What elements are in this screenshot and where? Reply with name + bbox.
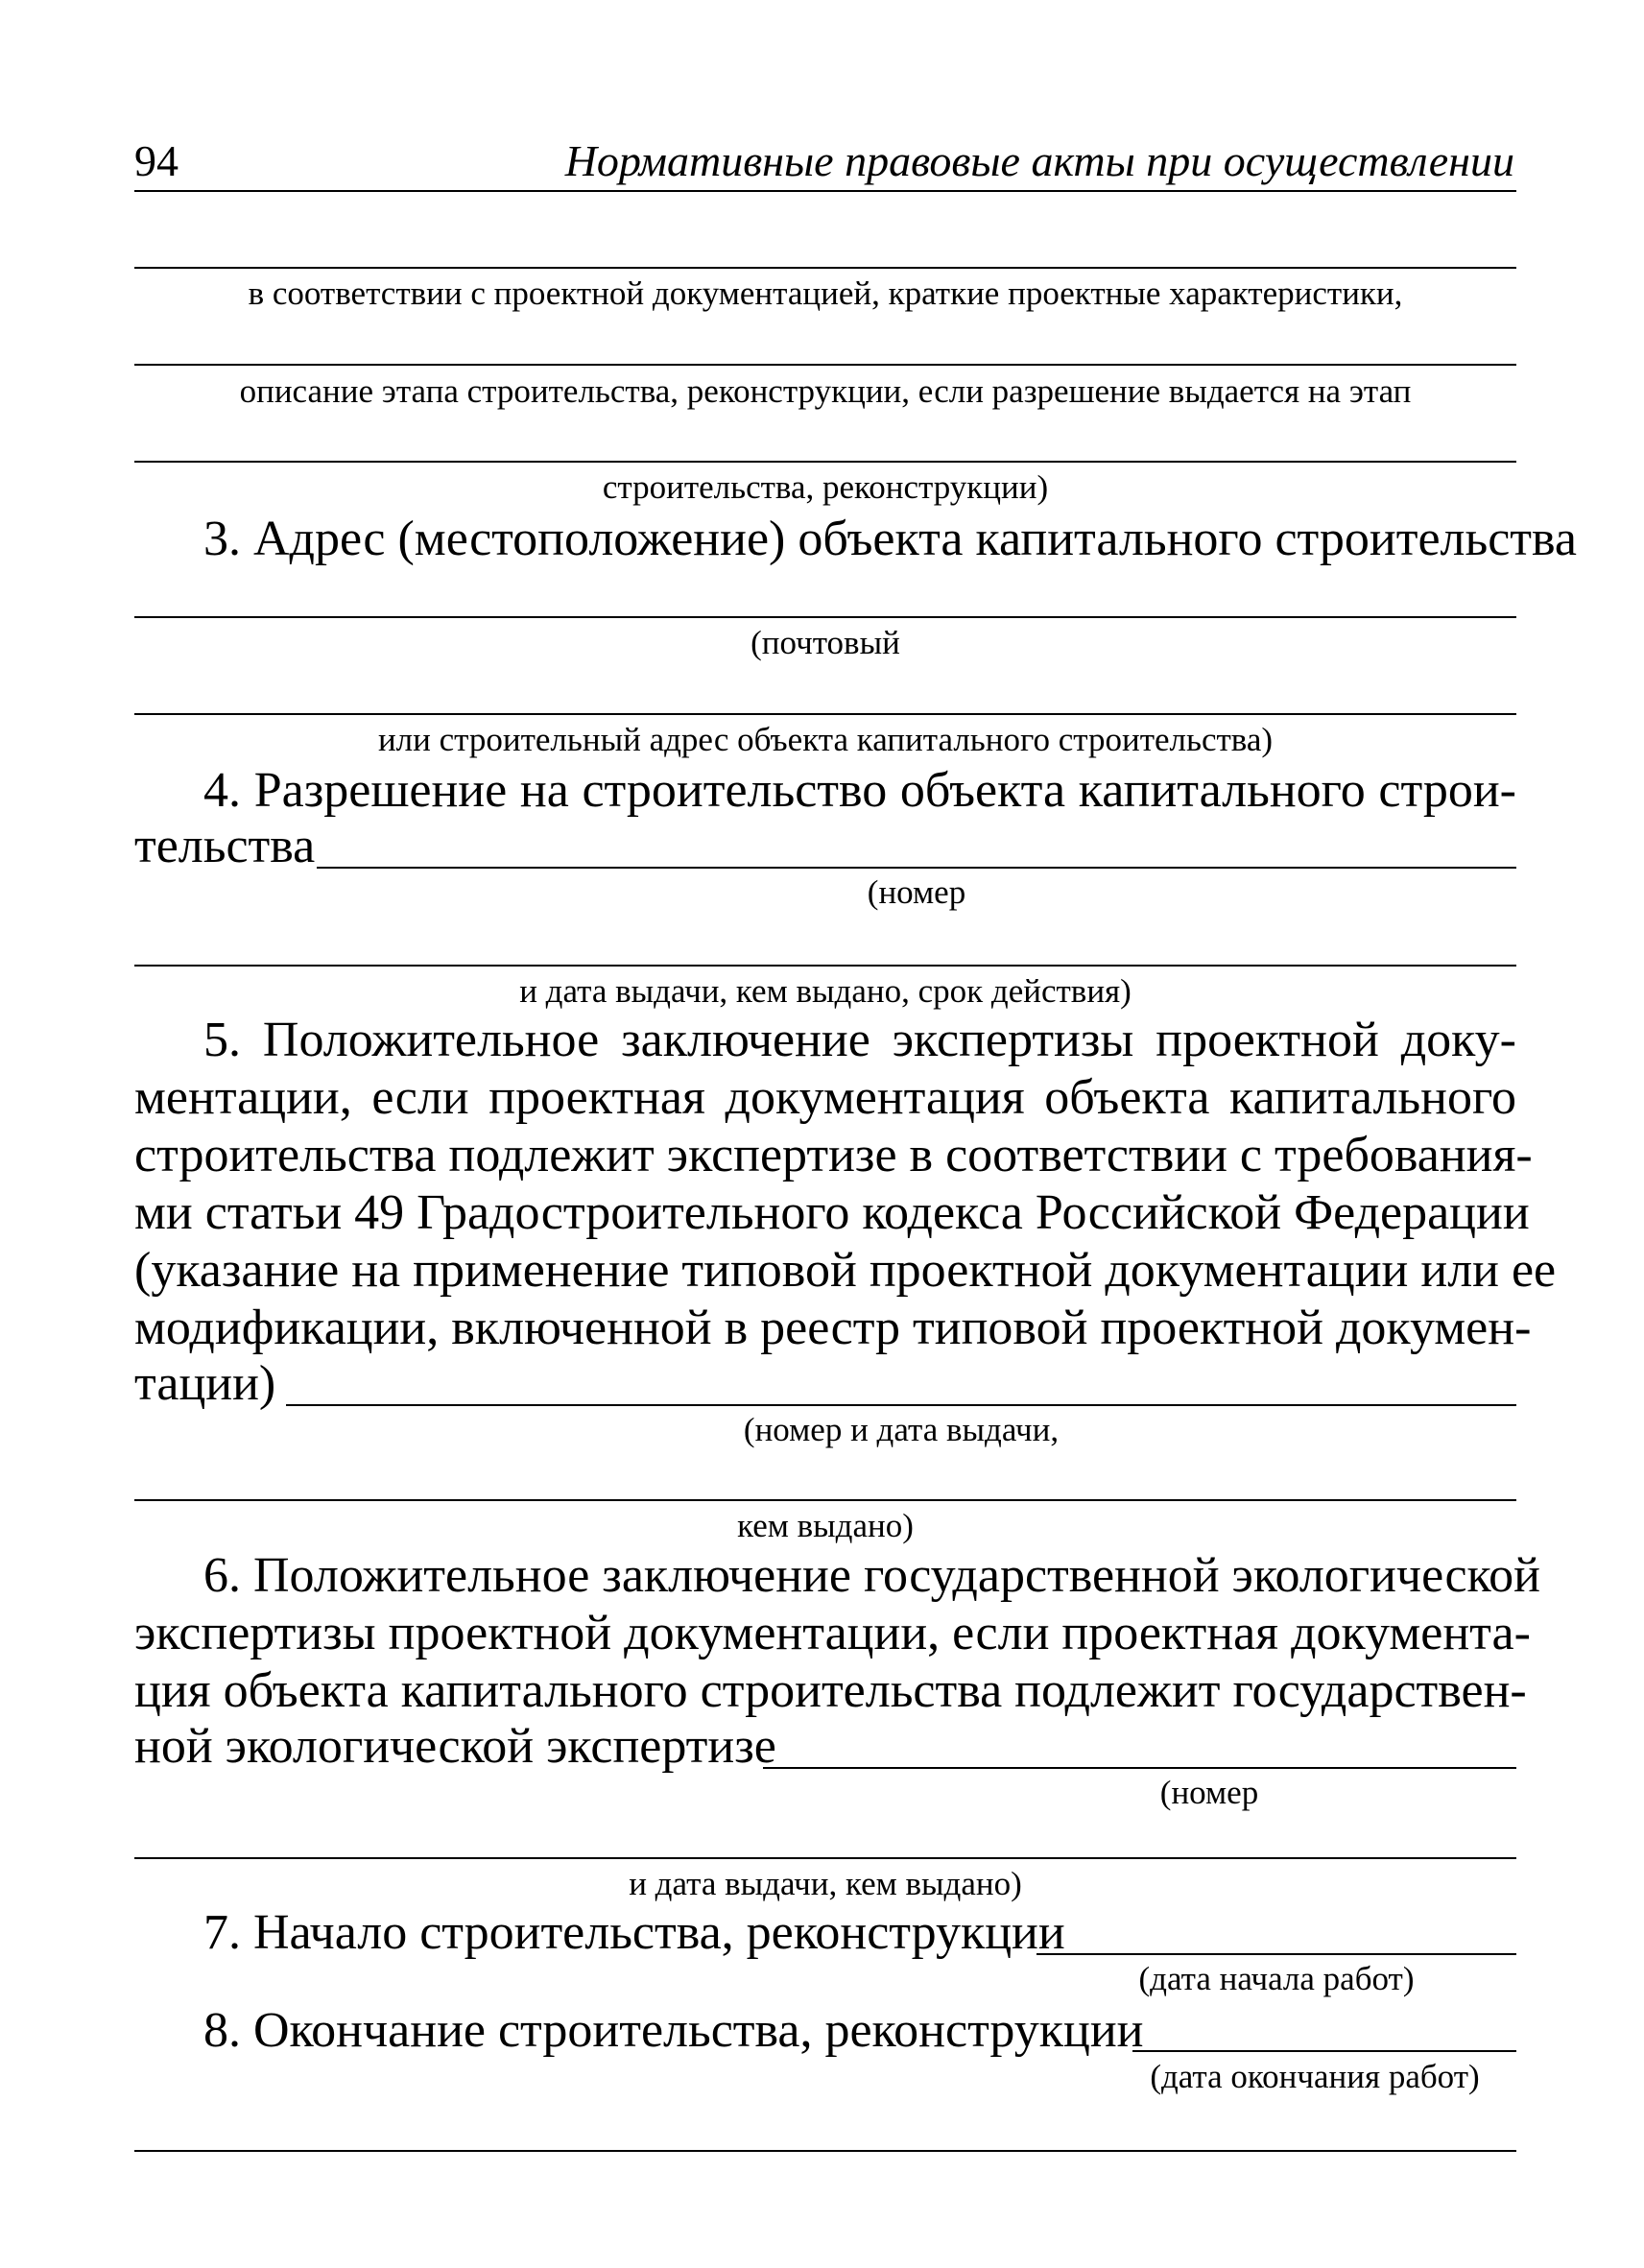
page-number: 94: [134, 136, 179, 185]
item-5-line-7: тации): [134, 1356, 276, 1411]
item-4-line-1: 4. Разрешение на строительство объекта капитального строи-: [203, 763, 1516, 818]
item-5-line-5: (указание на применение типовой проектной документации или ее: [134, 1243, 1557, 1298]
item-8-text: 8. Окончание строительства, реконструкции: [203, 2003, 1144, 2058]
field-caption: и дата выдачи, кем выдано): [629, 1865, 1022, 1902]
field-caption: (дата окончания работ): [1150, 2058, 1480, 2095]
fill-line: [134, 1499, 1516, 1501]
item-5-line-1: 5. Положительное заключение экспертизы проектной доку-: [203, 1013, 1516, 1067]
field-caption: или строительный адрес объекта капитального строительства): [377, 721, 1274, 758]
fill-line: [134, 267, 1516, 269]
item-6-line-4: ной экологической экспертизе: [134, 1719, 776, 1774]
field-caption: строительства, реконструкции): [602, 468, 1049, 506]
item-7-text: 7. Начало строительства, реконструкции: [203, 1905, 1065, 1960]
running-title: Нормативные правовые акты при осуществлении: [564, 136, 1514, 185]
header-rule: [134, 190, 1516, 192]
item-6-line-2: экспертизы проектной документации, если проектная документа-: [134, 1606, 1531, 1660]
fill-line: [134, 364, 1516, 366]
fill-line: [134, 1857, 1516, 1859]
fill-line: [1036, 1953, 1516, 1955]
fill-line: [763, 1767, 1516, 1769]
fill-line: [134, 461, 1516, 463]
field-caption: кем выдано): [737, 1507, 914, 1544]
field-caption: описание этапа строительства, реконструкции, если разрешение выдается на этап: [239, 372, 1412, 410]
field-caption: (почтовый: [751, 624, 900, 661]
fill-line: [134, 616, 1516, 618]
field-caption: (номер: [1159, 1774, 1259, 1811]
fill-line: [286, 1404, 1516, 1406]
fill-line: [134, 965, 1516, 967]
fill-line: [134, 713, 1516, 715]
fill-line: [317, 867, 1516, 869]
item-3-text: 3. Адрес (местоположение) объекта капитального строительства: [203, 512, 1577, 566]
item-3-heading: [134, 511, 1577, 568]
item-5-line-4: ми статьи 49 Градостроительного кодекса Российской Федерации: [134, 1185, 1530, 1240]
item-5-line-2: ментации, если проектная документация объекта капитального: [134, 1070, 1516, 1125]
item-6-line-1: 6. Положительное заключение государственной экологической: [203, 1548, 1540, 1603]
field-caption: (дата начала работ): [1138, 1960, 1415, 1997]
item-5-line-3: строительства подлежит экспертизе в соответствии с требования-: [134, 1128, 1533, 1182]
field-caption: в соответствии с проектной документацией, краткие проектные характеристики,: [248, 275, 1403, 312]
field-caption: (номер и дата выдачи,: [743, 1411, 1060, 1448]
item-5-line-6: модификации, включенной в реестр типовой проектной докумен-: [134, 1301, 1532, 1355]
item-4-line-2: тельства: [134, 819, 316, 873]
fill-line: [134, 2150, 1516, 2152]
item-6-line-3: ция объекта капитального строительства подлежит государствен-: [134, 1663, 1527, 1718]
fill-line: [1132, 2050, 1516, 2052]
field-caption: (номер: [867, 873, 966, 911]
field-caption: и дата выдачи, кем выдано, срок действия): [519, 972, 1132, 1010]
